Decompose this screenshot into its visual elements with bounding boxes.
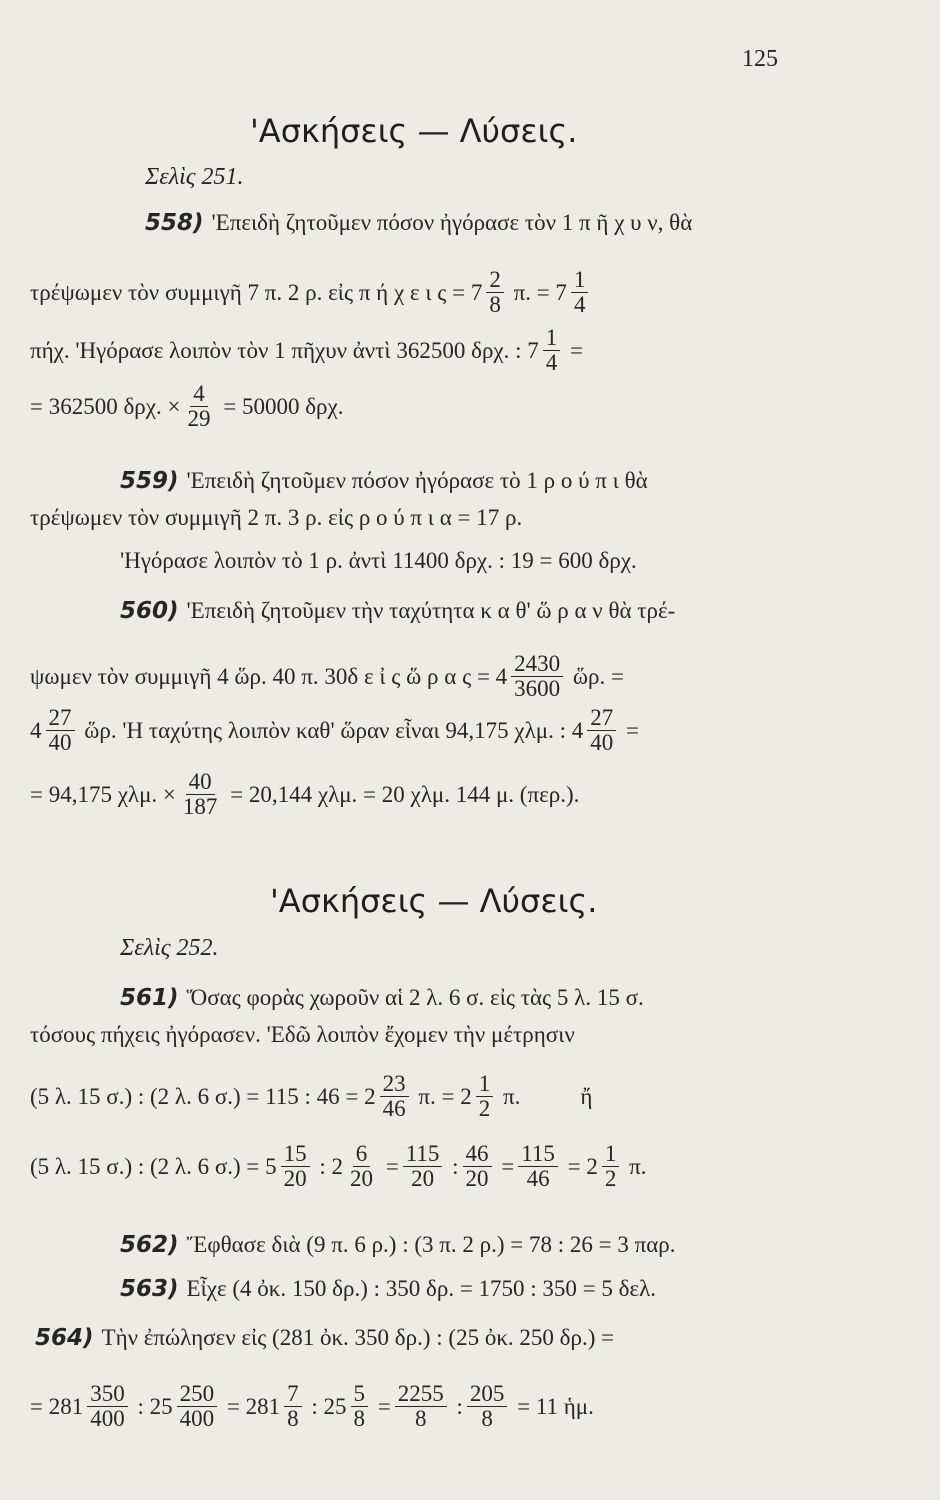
fraction (587, 706, 616, 755)
fraction (395, 1382, 447, 1431)
page-number: 125 (742, 46, 778, 72)
exercise-560-line3 (30, 706, 820, 755)
text: = (372, 1393, 391, 1419)
fraction (463, 1142, 492, 1191)
denominator: 400 (90, 1406, 125, 1432)
denominator: 8 (287, 1406, 299, 1432)
denominator: 8 (489, 292, 501, 318)
text: = (495, 1153, 515, 1179)
numerator: 27 (46, 706, 75, 731)
exercise-561-line2 (30, 1022, 820, 1048)
exercise-559-line3 (120, 548, 820, 574)
page-reference: Σελὶς 252. (120, 935, 219, 961)
numerator: 6 (353, 1142, 371, 1167)
text: 'Ηγόρασε λοιπὸν τὸ 1 ρ. ἀντὶ 11400 δρχ. : 19 = 600 δρχ. (120, 548, 637, 573)
exercise-564-line1 (35, 1325, 820, 1351)
numerator: 1 (602, 1142, 620, 1167)
denominator: 40 (48, 730, 72, 756)
fraction (180, 770, 221, 819)
denominator: 29 (187, 406, 211, 432)
text: = 281 (30, 1393, 84, 1419)
text: = 11 ἡμ. (511, 1393, 594, 1419)
text: = 50000 δρχ. (217, 393, 344, 419)
denominator: 20 (465, 1166, 489, 1192)
numerator: 15 (281, 1142, 310, 1167)
exercise-558-line1 (145, 210, 820, 236)
numerator: 250 (177, 1382, 218, 1407)
denominator: 46 (526, 1166, 550, 1192)
fraction (284, 1382, 302, 1431)
fraction (380, 1072, 409, 1121)
fraction (46, 706, 75, 755)
numerator: 4 (190, 382, 208, 407)
fraction (87, 1382, 128, 1431)
fraction (403, 1142, 443, 1191)
exercise-564-line2 (30, 1382, 820, 1431)
text: ὥρ. 'Η ταχύτης λοιπὸν καθ' ὥραν εἶναι 94,175 χλμ. : 4 (78, 717, 584, 743)
text: ἤ (580, 1083, 593, 1109)
numerator: 1 (476, 1072, 494, 1097)
text: π. = 2 (412, 1083, 472, 1109)
text: 'Επειδὴ ζητοῦμεν πόσον ἠγόρασε τὸ 1 ρ ο ύ π ι θὰ (186, 468, 648, 493)
text: = 281 (221, 1393, 281, 1419)
text: 'Επειδὴ ζητοῦμεν πόσον ἠγόρασε τὸν 1 π ῆ χ υ ν, θὰ (211, 210, 693, 235)
text: (5 λ. 15 σ.) : (2 λ. 6 σ.) = 115 : 46 = 2 (30, 1083, 376, 1109)
text: Εἶχε (4 ὀκ. 150 δρ.) : 350 δρ. = 1750 : 350 = 5 δελ. (186, 1276, 657, 1301)
denominator: 4 (545, 350, 558, 376)
numerator: 350 (87, 1382, 128, 1407)
text: = 362500 δρχ. × (30, 393, 181, 419)
text: = (564, 337, 584, 363)
exercise-number: 559) (120, 468, 179, 494)
exercise-number: 561) (120, 985, 179, 1011)
exercise-561-line4 (30, 1142, 820, 1191)
numerator: 2430 (511, 652, 563, 677)
numerator: 23 (380, 1072, 409, 1097)
text: τρέψωμεν τὸν συμμιγῆ 7 π. 2 ρ. εἰς π ή χ ε ι ς = 7 (30, 279, 483, 305)
denominator: 2 (604, 1166, 617, 1192)
text: : (450, 1393, 463, 1419)
text: = (620, 717, 639, 743)
numerator: 2255 (395, 1382, 447, 1407)
text: = 94,175 χλμ. × (30, 781, 176, 807)
fraction (511, 652, 563, 701)
exercise-560-line4 (30, 770, 820, 819)
fraction (347, 1142, 376, 1191)
fraction (602, 1142, 620, 1191)
section-title: 'Ασκήσεις — Λύσεις. (250, 112, 578, 150)
exercise-559-line2 (30, 505, 820, 531)
text: τρέψωμεν τὸν συμμιγῆ 2 π. 3 ρ. εἰς ρ ο ύ π ι α = 17 ρ. (30, 505, 523, 530)
denominator: 20 (411, 1166, 435, 1192)
denominator: 8 (353, 1406, 365, 1432)
fraction (486, 268, 504, 317)
text: = 20,144 χλμ. = 20 χλμ. 144 μ. (περ.). (224, 781, 580, 807)
numerator: 115 (518, 1142, 558, 1167)
text: = 2 (561, 1153, 598, 1179)
fraction (467, 1382, 508, 1431)
exercise-number: 564) (35, 1325, 94, 1351)
text: : 2 (313, 1153, 343, 1179)
text: 'Επειδὴ ζητοῦμεν τὴν ταχύτητα κ α θ' ὥ ρ α ν θὰ τρέ- (186, 598, 676, 623)
denominator: 40 (590, 730, 614, 756)
denominator: 20 (283, 1166, 307, 1192)
denominator: 187 (182, 794, 218, 820)
numerator: 5 (351, 1382, 369, 1407)
fraction (476, 1072, 494, 1121)
denominator: 400 (179, 1406, 215, 1432)
numerator: 205 (467, 1382, 508, 1407)
exercise-560-line1 (120, 598, 820, 624)
denominator: 20 (350, 1166, 373, 1192)
text: (5 λ. 15 σ.) : (2 λ. 6 σ.) = 5 (30, 1153, 277, 1179)
exercise-558-line4 (30, 382, 820, 431)
text: 4 (30, 717, 42, 743)
text: = (380, 1153, 399, 1179)
exercise-number: 562) (120, 1232, 179, 1258)
text: : 25 (131, 1393, 173, 1419)
exercise-561-line3 (30, 1072, 820, 1121)
exercise-558-line3 (30, 326, 820, 375)
fraction (177, 1382, 218, 1431)
text: ὥρ. = (567, 663, 625, 689)
exercise-number: 558) (145, 210, 204, 236)
fraction (351, 1382, 369, 1431)
denominator: 46 (382, 1096, 406, 1122)
fraction (281, 1142, 310, 1191)
numerator: 1 (543, 326, 561, 351)
denominator: 4 (573, 292, 586, 318)
text: ψωμεν τὸν συμμιγῆ 4 ὥρ. 40 π. 30δ ε ἰ ς ὥ ρ α ς = 4 (30, 663, 508, 689)
fraction (518, 1142, 558, 1191)
exercise-563 (120, 1276, 820, 1302)
text: π. = 7 (507, 279, 567, 305)
numerator: 27 (587, 706, 616, 731)
exercise-559-line1 (120, 468, 820, 494)
text: Ἔφθασε διὰ (9 π. 6 ρ.) : (3 π. 2 ρ.) = 78 : 26 = 3 παρ. (186, 1232, 676, 1257)
section-title: 'Ασκήσεις — Λύσεις. (270, 882, 598, 920)
exercise-562 (120, 1232, 820, 1258)
fraction (184, 382, 213, 431)
text: πήχ. 'Ηγόρασε λοιπὸν τὸν 1 πῆχυν ἀντὶ 362500 δρχ. : 7 (30, 337, 539, 363)
text: : 25 (305, 1393, 347, 1419)
exercise-number: 563) (120, 1276, 179, 1302)
exercise-560-line2 (30, 652, 820, 701)
text: Τὴν ἐπώλησεν εἰς (281 ὀκ. 350 δρ.) : (25 ὀκ. 250 δρ.) = (101, 1325, 615, 1350)
fraction (543, 326, 561, 375)
text: π. (497, 1083, 521, 1109)
text: Ὅσας φορὰς χωροῦν αἱ 2 λ. 6 σ. εἰς τὰς 5 λ. 15 σ. (186, 985, 644, 1010)
fraction (571, 268, 589, 317)
text: : (446, 1153, 459, 1179)
denominator: 2 (478, 1096, 491, 1122)
text: π. (623, 1153, 647, 1179)
exercise-561-line1 (120, 985, 820, 1011)
numerator: 115 (403, 1142, 443, 1167)
text: τόσους πήχεις ἠγόρασεν. 'Εδῶ λοιπὸν ἔχομεν τὴν μέτρησιν (30, 1022, 575, 1047)
numerator: 7 (284, 1382, 302, 1407)
exercise-number: 560) (120, 598, 179, 624)
denominator: 8 (481, 1406, 493, 1432)
exercise-558-line2 (30, 268, 820, 317)
denominator: 8 (414, 1406, 427, 1432)
denominator: 3600 (514, 676, 561, 702)
numerator: 40 (186, 770, 215, 795)
numerator: 46 (463, 1142, 492, 1167)
page-reference: Σελὶς 251. (145, 164, 244, 190)
numerator: 1 (571, 268, 589, 293)
numerator: 2 (486, 268, 504, 293)
